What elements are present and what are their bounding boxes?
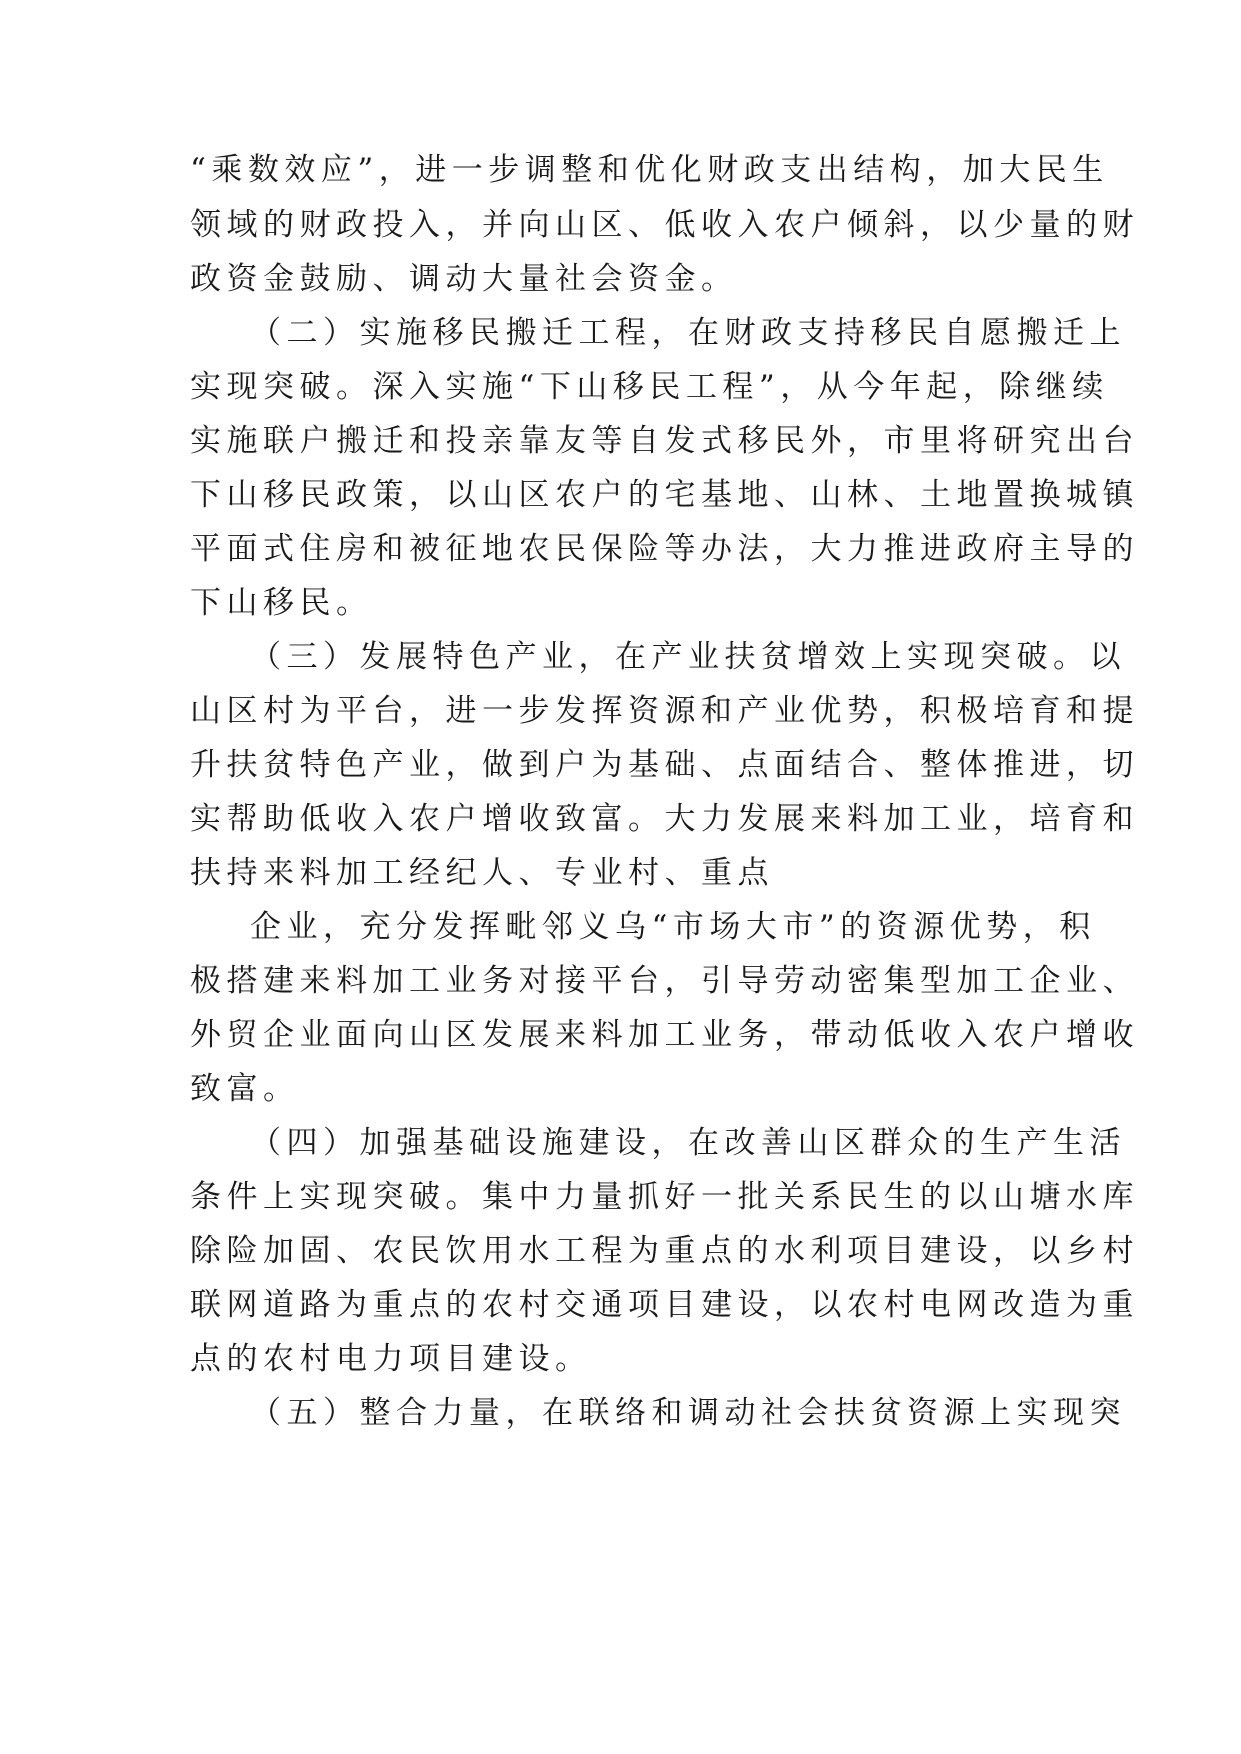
text-line-5: 实现突破。深入实施“下山移民工程”，从今年起，除继续: [190, 369, 1109, 405]
text-line-7: 下山移民政策，以山区农户的宅基地、山林、土地置换城镇: [190, 477, 1139, 513]
text-line-6: 实施联户搬迁和投亲靠友等自发式移民外，市里将研究出台: [190, 423, 1139, 459]
text-line-3: 政资金鼓励、调动大量社会资金。: [190, 261, 738, 297]
text-line-16: 极搭建来料加工业务对接平台，引导劳动密集型加工企业、: [190, 963, 1139, 999]
text-line-17: 外贸企业面向山区发展来料加工业务，带动低收入农户增收: [190, 1017, 1139, 1053]
text-line-10: （三）发展特色产业，在产业扶贫增效上实现突破。以: [250, 639, 1126, 675]
text-line-12: 升扶贫特色产业，做到户为基础、点面结合、整体推进，切: [190, 747, 1139, 783]
text-line-4: （二）实施移民搬迁工程，在财政支持移民自愿搬迁上: [250, 315, 1126, 351]
text-line-13: 实帮助低收入农户增收致富。大力发展来料加工业，培育和: [190, 801, 1139, 837]
text-line-11: 山区村为平台，进一步发挥资源和产业优势，积极培育和提: [190, 693, 1139, 729]
text-line-14: 扶持来料加工经纪人、专业村、重点: [190, 855, 774, 891]
text-line-20: 条件上实现突破。集中力量抓好一批关系民生的以山塘水库: [190, 1179, 1139, 1215]
text-line-24: （五）整合力量，在联络和调动社会扶贫资源上实现突: [250, 1395, 1126, 1431]
text-line-21: 除险加固、农民饮用水工程为重点的水利项目建设，以乡村: [190, 1233, 1139, 1269]
text-line-18: 致富。: [190, 1071, 300, 1107]
text-line-19: （四）加强基础设施建设，在改善山区群众的生产生活: [250, 1125, 1126, 1161]
text-line-1: “乘数效应”，进一步调整和优化财政支出结构，加大民生: [190, 152, 1109, 188]
text-line-9: 下山移民。: [190, 585, 373, 621]
text-line-22: 联网道路为重点的农村交通项目建设，以农村电网改造为重: [190, 1287, 1139, 1323]
text-line-8: 平面式住房和被征地农民保险等办法，大力推进政府主导的: [190, 531, 1139, 567]
text-line-15: 企业，充分发挥毗邻义乌“市场大市”的资源优势，积: [250, 909, 1096, 945]
text-line-23: 点的农村电力项目建设。: [190, 1341, 592, 1377]
text-line-2: 领域的财政投入，并向山区、低收入农户倾斜，以少量的财: [190, 207, 1139, 243]
